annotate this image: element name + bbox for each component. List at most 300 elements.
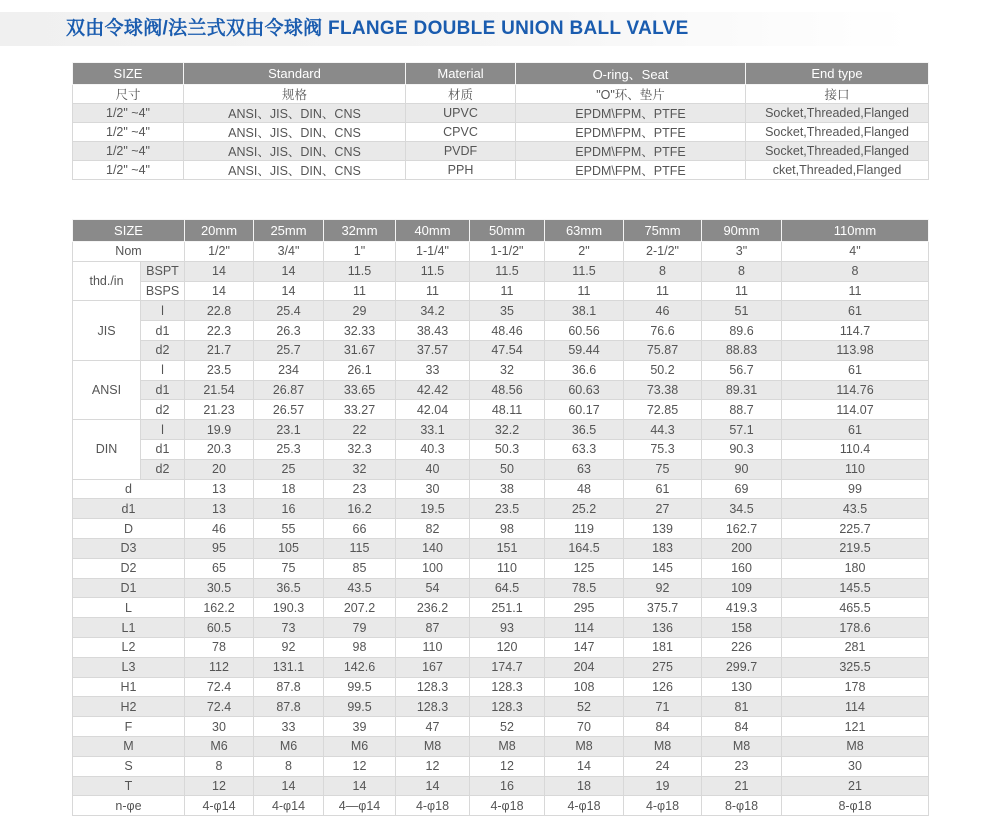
value-cell: 99 xyxy=(782,479,929,499)
value-cell: 38.43 xyxy=(396,321,470,341)
col-header: 63mm xyxy=(545,220,624,242)
value-cell: 113.98 xyxy=(782,340,929,360)
value-cell: 275 xyxy=(624,657,702,677)
value-cell: 110.4 xyxy=(782,439,929,459)
value-cell: 60.56 xyxy=(545,321,624,341)
row-label: H1 xyxy=(73,677,185,697)
value-cell: 207.2 xyxy=(324,598,396,618)
value-cell: 21.54 xyxy=(185,380,254,400)
value-cell: 23.5 xyxy=(185,360,254,380)
value-cell: 145.5 xyxy=(782,578,929,598)
value-cell: 42.04 xyxy=(396,400,470,420)
value-cell: 25.4 xyxy=(254,301,324,321)
value-cell: 19.5 xyxy=(396,499,470,519)
col-header-cn: 尺寸 xyxy=(73,85,184,104)
value-cell: 234 xyxy=(254,360,324,380)
value-cell: 21 xyxy=(702,776,782,796)
value-cell: 14 xyxy=(254,776,324,796)
value-cell: 325.5 xyxy=(782,657,929,677)
value-cell: 1" xyxy=(324,242,396,262)
value-cell: M8 xyxy=(624,736,702,756)
row-sublabel: l xyxy=(141,420,185,440)
value-cell: 147 xyxy=(545,637,624,657)
value-cell: 126 xyxy=(624,677,702,697)
value-cell: 21.23 xyxy=(185,400,254,420)
dim-row xyxy=(73,657,929,677)
value-cell: 128.3 xyxy=(396,677,470,697)
value-cell: 8 xyxy=(254,756,324,776)
value-cell: 26.87 xyxy=(254,380,324,400)
value-cell: 50.3 xyxy=(470,439,545,459)
row-label: n-φe xyxy=(73,796,185,816)
value-cell: 30 xyxy=(396,479,470,499)
group-label: thd./in xyxy=(73,261,141,301)
row-label: D xyxy=(73,519,185,539)
value-cell: 121 xyxy=(782,717,929,737)
value-cell: 22.8 xyxy=(185,301,254,321)
value-cell: 131.1 xyxy=(254,657,324,677)
value-cell: 26.57 xyxy=(254,400,324,420)
spec-row xyxy=(73,104,929,123)
value-cell: 162.2 xyxy=(185,598,254,618)
value-cell: 2-1/2" xyxy=(624,242,702,262)
value-cell: 32.2 xyxy=(470,420,545,440)
value-cell: 95 xyxy=(185,538,254,558)
value-cell: 136 xyxy=(624,618,702,638)
value-cell: 88.7 xyxy=(702,400,782,420)
value-cell: 178.6 xyxy=(782,618,929,638)
dim-row xyxy=(73,281,929,301)
value-cell: 180 xyxy=(782,558,929,578)
value-cell: 3/4" xyxy=(254,242,324,262)
value-cell: 190.3 xyxy=(254,598,324,618)
value-cell: 33.27 xyxy=(324,400,396,420)
value-cell: 19.9 xyxy=(185,420,254,440)
col-header: O-ring、Seat xyxy=(516,63,746,85)
value-cell: 12 xyxy=(396,756,470,776)
dim-row xyxy=(73,558,929,578)
dim-row xyxy=(73,459,929,479)
value-cell: 82 xyxy=(396,519,470,539)
dim-row xyxy=(73,578,929,598)
dim-row xyxy=(73,340,929,360)
value-cell: 59.44 xyxy=(545,340,624,360)
spec-table xyxy=(72,62,929,180)
value-cell: 11 xyxy=(702,281,782,301)
col-header: Material xyxy=(406,63,516,85)
value-cell: 114 xyxy=(545,618,624,638)
col-header: 20mm xyxy=(185,220,254,242)
value-cell: 73.38 xyxy=(624,380,702,400)
row-label: L3 xyxy=(73,657,185,677)
col-header-cn: "O"环、垫片 xyxy=(516,85,746,104)
row-label: d1 xyxy=(73,499,185,519)
spec-cell: CPVC xyxy=(406,123,516,142)
value-cell: 34.5 xyxy=(702,499,782,519)
value-cell: 183 xyxy=(624,538,702,558)
dim-row xyxy=(73,400,929,420)
value-cell: 36.5 xyxy=(254,578,324,598)
value-cell: 4-φ14 xyxy=(185,796,254,816)
dimensions-table xyxy=(72,219,929,816)
col-header: 32mm xyxy=(324,220,396,242)
value-cell: 11.5 xyxy=(396,261,470,281)
value-cell: 42.42 xyxy=(396,380,470,400)
spec-cn-header-row xyxy=(73,85,929,104)
value-cell: 8-φ18 xyxy=(782,796,929,816)
value-cell: 1/2" xyxy=(185,242,254,262)
row-sublabel: l xyxy=(141,360,185,380)
value-cell: 46 xyxy=(185,519,254,539)
dim-row xyxy=(73,618,929,638)
value-cell: 13 xyxy=(185,499,254,519)
value-cell: 87 xyxy=(396,618,470,638)
value-cell: 32.33 xyxy=(324,321,396,341)
value-cell: 4-φ18 xyxy=(470,796,545,816)
value-cell: 47 xyxy=(396,717,470,737)
spec-cell: 1/2" ~4" xyxy=(73,123,184,142)
row-sublabel: d1 xyxy=(141,439,185,459)
group-label: ANSI xyxy=(73,360,141,419)
col-header-cn: 规格 xyxy=(184,85,406,104)
row-label: L2 xyxy=(73,637,185,657)
value-cell: 92 xyxy=(254,637,324,657)
spec-cell: Socket,Threaded,Flanged xyxy=(746,104,929,123)
value-cell: 14 xyxy=(185,261,254,281)
value-cell: 109 xyxy=(702,578,782,598)
spec-cell: EPDM\FPM、PTFE xyxy=(516,123,746,142)
dim-row xyxy=(73,736,929,756)
value-cell: 200 xyxy=(702,538,782,558)
value-cell: 115 xyxy=(324,538,396,558)
value-cell: 20 xyxy=(185,459,254,479)
value-cell: 51 xyxy=(702,301,782,321)
dim-header-row xyxy=(73,220,929,242)
row-label: D3 xyxy=(73,538,185,558)
row-label: T xyxy=(73,776,185,796)
value-cell: 130 xyxy=(702,677,782,697)
value-cell: 226 xyxy=(702,637,782,657)
value-cell: 43.5 xyxy=(324,578,396,598)
col-header-cn: 接口 xyxy=(746,85,929,104)
value-cell: 79 xyxy=(324,618,396,638)
value-cell: 105 xyxy=(254,538,324,558)
value-cell: 50 xyxy=(470,459,545,479)
value-cell: 31.67 xyxy=(324,340,396,360)
value-cell: 1-1/2" xyxy=(470,242,545,262)
dim-row xyxy=(73,499,929,519)
value-cell: 81 xyxy=(702,697,782,717)
row-label: F xyxy=(73,717,185,737)
row-sublabel: d2 xyxy=(141,459,185,479)
value-cell: 114.07 xyxy=(782,400,929,420)
dim-row xyxy=(73,242,929,262)
value-cell: 84 xyxy=(702,717,782,737)
row-label: D2 xyxy=(73,558,185,578)
value-cell: 61 xyxy=(782,420,929,440)
value-cell: 13 xyxy=(185,479,254,499)
value-cell: 33.65 xyxy=(324,380,396,400)
spec-cell: cket,Threaded,Flanged xyxy=(746,161,929,180)
value-cell: 92 xyxy=(624,578,702,598)
value-cell: 98 xyxy=(324,637,396,657)
row-sublabel: d2 xyxy=(141,400,185,420)
value-cell: M8 xyxy=(396,736,470,756)
value-cell: 11 xyxy=(470,281,545,301)
value-cell: 40.3 xyxy=(396,439,470,459)
value-cell: 75.3 xyxy=(624,439,702,459)
value-cell: 11.5 xyxy=(324,261,396,281)
value-cell: 204 xyxy=(545,657,624,677)
value-cell: 78 xyxy=(185,637,254,657)
value-cell: 55 xyxy=(254,519,324,539)
value-cell: 11.5 xyxy=(470,261,545,281)
group-label: JIS xyxy=(73,301,141,360)
value-cell: 89.6 xyxy=(702,321,782,341)
dim-row xyxy=(73,796,929,816)
dim-row xyxy=(73,261,929,281)
value-cell: 70 xyxy=(545,717,624,737)
spec-cell: Socket,Threaded,Flanged xyxy=(746,123,929,142)
value-cell: 52 xyxy=(545,697,624,717)
value-cell: 61 xyxy=(782,301,929,321)
spec-cell: Socket,Threaded,Flanged xyxy=(746,142,929,161)
col-header-cn: 材质 xyxy=(406,85,516,104)
value-cell: 90.3 xyxy=(702,439,782,459)
value-cell: 375.7 xyxy=(624,598,702,618)
col-header: 25mm xyxy=(254,220,324,242)
value-cell: 48.46 xyxy=(470,321,545,341)
value-cell: 32.3 xyxy=(324,439,396,459)
col-header: End type xyxy=(746,63,929,85)
spec-cell: ANSI、JIS、DIN、CNS xyxy=(184,123,406,142)
value-cell: 14 xyxy=(254,281,324,301)
value-cell: 4-φ18 xyxy=(545,796,624,816)
value-cell: 48.11 xyxy=(470,400,545,420)
value-cell: 75 xyxy=(254,558,324,578)
value-cell: 119 xyxy=(545,519,624,539)
value-cell: 57.1 xyxy=(702,420,782,440)
col-header: Standard xyxy=(184,63,406,85)
spec-header-row xyxy=(73,63,929,85)
value-cell: 69 xyxy=(702,479,782,499)
value-cell: 14 xyxy=(254,261,324,281)
value-cell: 40 xyxy=(396,459,470,479)
value-cell: 26.1 xyxy=(324,360,396,380)
value-cell: 128.3 xyxy=(396,697,470,717)
value-cell: 61 xyxy=(624,479,702,499)
value-cell: 23.5 xyxy=(470,499,545,519)
value-cell: 43.5 xyxy=(782,499,929,519)
value-cell: 181 xyxy=(624,637,702,657)
value-cell: 50.2 xyxy=(624,360,702,380)
value-cell: 38.1 xyxy=(545,301,624,321)
value-cell: 110 xyxy=(470,558,545,578)
spec-cell: PPH xyxy=(406,161,516,180)
value-cell: 88.83 xyxy=(702,340,782,360)
value-cell: 29 xyxy=(324,301,396,321)
value-cell: 112 xyxy=(185,657,254,677)
value-cell: 14 xyxy=(324,776,396,796)
value-cell: M6 xyxy=(324,736,396,756)
value-cell: 4-φ14 xyxy=(254,796,324,816)
value-cell: 90 xyxy=(702,459,782,479)
value-cell: 48 xyxy=(545,479,624,499)
value-cell: 11.5 xyxy=(545,261,624,281)
value-cell: 8 xyxy=(702,261,782,281)
spec-cell: ANSI、JIS、DIN、CNS xyxy=(184,142,406,161)
value-cell: 25 xyxy=(254,459,324,479)
row-sublabel: BSPT xyxy=(141,261,185,281)
value-cell: 63.3 xyxy=(545,439,624,459)
value-cell: 65 xyxy=(185,558,254,578)
row-label: L1 xyxy=(73,618,185,638)
value-cell: 8 xyxy=(624,261,702,281)
spec-cell: ANSI、JIS、DIN、CNS xyxy=(184,161,406,180)
value-cell: 25.7 xyxy=(254,340,324,360)
value-cell: 25.3 xyxy=(254,439,324,459)
value-cell: 142.6 xyxy=(324,657,396,677)
value-cell: 120 xyxy=(470,637,545,657)
spec-cell: EPDM\FPM、PTFE xyxy=(516,104,746,123)
value-cell: 178 xyxy=(782,677,929,697)
value-cell: 34.2 xyxy=(396,301,470,321)
spec-cell: EPDM\FPM、PTFE xyxy=(516,142,746,161)
spec-cell: 1/2" ~4" xyxy=(73,142,184,161)
dim-row xyxy=(73,717,929,737)
dim-row xyxy=(73,697,929,717)
value-cell: 16 xyxy=(470,776,545,796)
value-cell: 60.5 xyxy=(185,618,254,638)
value-cell: 236.2 xyxy=(396,598,470,618)
value-cell: 61 xyxy=(782,360,929,380)
value-cell: 44.3 xyxy=(624,420,702,440)
value-cell: 32 xyxy=(324,459,396,479)
value-cell: 114 xyxy=(782,697,929,717)
value-cell: 8 xyxy=(185,756,254,776)
value-cell: 89.31 xyxy=(702,380,782,400)
spec-row xyxy=(73,142,929,161)
value-cell: 1-1/4" xyxy=(396,242,470,262)
col-header: SIZE xyxy=(73,63,184,85)
spec-cell: UPVC xyxy=(406,104,516,123)
value-cell: M8 xyxy=(702,736,782,756)
value-cell: 128.3 xyxy=(470,677,545,697)
value-cell: 39 xyxy=(324,717,396,737)
value-cell: 11 xyxy=(545,281,624,301)
value-cell: M6 xyxy=(254,736,324,756)
value-cell: 98 xyxy=(470,519,545,539)
value-cell: 16.2 xyxy=(324,499,396,519)
row-label: M xyxy=(73,736,185,756)
value-cell: 37.57 xyxy=(396,340,470,360)
value-cell: 64.5 xyxy=(470,578,545,598)
dim-row xyxy=(73,637,929,657)
dim-row xyxy=(73,776,929,796)
value-cell: 35 xyxy=(470,301,545,321)
spec-cell: EPDM\FPM、PTFE xyxy=(516,161,746,180)
value-cell: 281 xyxy=(782,637,929,657)
value-cell: 18 xyxy=(254,479,324,499)
value-cell: 56.7 xyxy=(702,360,782,380)
spec-cell: PVDF xyxy=(406,142,516,161)
row-sublabel: d1 xyxy=(141,321,185,341)
value-cell: 21.7 xyxy=(185,340,254,360)
value-cell: M8 xyxy=(545,736,624,756)
value-cell: 33.1 xyxy=(396,420,470,440)
value-cell: 33 xyxy=(254,717,324,737)
value-cell: 251.1 xyxy=(470,598,545,618)
row-sublabel: BSPS xyxy=(141,281,185,301)
value-cell: 139 xyxy=(624,519,702,539)
value-cell: 20.3 xyxy=(185,439,254,459)
value-cell: 225.7 xyxy=(782,519,929,539)
value-cell: 151 xyxy=(470,538,545,558)
value-cell: 12 xyxy=(470,756,545,776)
value-cell: 114.76 xyxy=(782,380,929,400)
value-cell: 465.5 xyxy=(782,598,929,618)
value-cell: M8 xyxy=(782,736,929,756)
title-bar xyxy=(0,12,912,46)
value-cell: 12 xyxy=(324,756,396,776)
value-cell: 60.63 xyxy=(545,380,624,400)
value-cell: 54 xyxy=(396,578,470,598)
value-cell: 52 xyxy=(470,717,545,737)
dim-row xyxy=(73,420,929,440)
value-cell: 87.8 xyxy=(254,697,324,717)
value-cell: 128.3 xyxy=(470,697,545,717)
dim-row xyxy=(73,598,929,618)
dim-row xyxy=(73,519,929,539)
dim-row xyxy=(73,321,929,341)
value-cell: 11 xyxy=(324,281,396,301)
value-cell: 140 xyxy=(396,538,470,558)
value-cell: 22 xyxy=(324,420,396,440)
col-header: 90mm xyxy=(702,220,782,242)
value-cell: 110 xyxy=(782,459,929,479)
dim-row xyxy=(73,538,929,558)
col-header: 75mm xyxy=(624,220,702,242)
value-cell: 99.5 xyxy=(324,697,396,717)
value-cell: 110 xyxy=(396,637,470,657)
value-cell: 4" xyxy=(782,242,929,262)
value-cell: 32 xyxy=(470,360,545,380)
size-header: SIZE xyxy=(73,220,185,242)
value-cell: 174.7 xyxy=(470,657,545,677)
dim-row xyxy=(73,479,929,499)
value-cell: 16 xyxy=(254,499,324,519)
value-cell: 114.7 xyxy=(782,321,929,341)
value-cell: 18 xyxy=(545,776,624,796)
value-cell: 219.5 xyxy=(782,538,929,558)
value-cell: 48.56 xyxy=(470,380,545,400)
value-cell: 4-φ18 xyxy=(624,796,702,816)
value-cell: 60.17 xyxy=(545,400,624,420)
value-cell: 164.5 xyxy=(545,538,624,558)
spec-cell: 1/2" ~4" xyxy=(73,104,184,123)
value-cell: 66 xyxy=(324,519,396,539)
value-cell: 36.6 xyxy=(545,360,624,380)
value-cell: 36.5 xyxy=(545,420,624,440)
value-cell: 73 xyxy=(254,618,324,638)
value-cell: 84 xyxy=(624,717,702,737)
spec-cell: 1/2" ~4" xyxy=(73,161,184,180)
value-cell: 167 xyxy=(396,657,470,677)
value-cell: 63 xyxy=(545,459,624,479)
col-header: 40mm xyxy=(396,220,470,242)
value-cell: 46 xyxy=(624,301,702,321)
value-cell: 14 xyxy=(396,776,470,796)
